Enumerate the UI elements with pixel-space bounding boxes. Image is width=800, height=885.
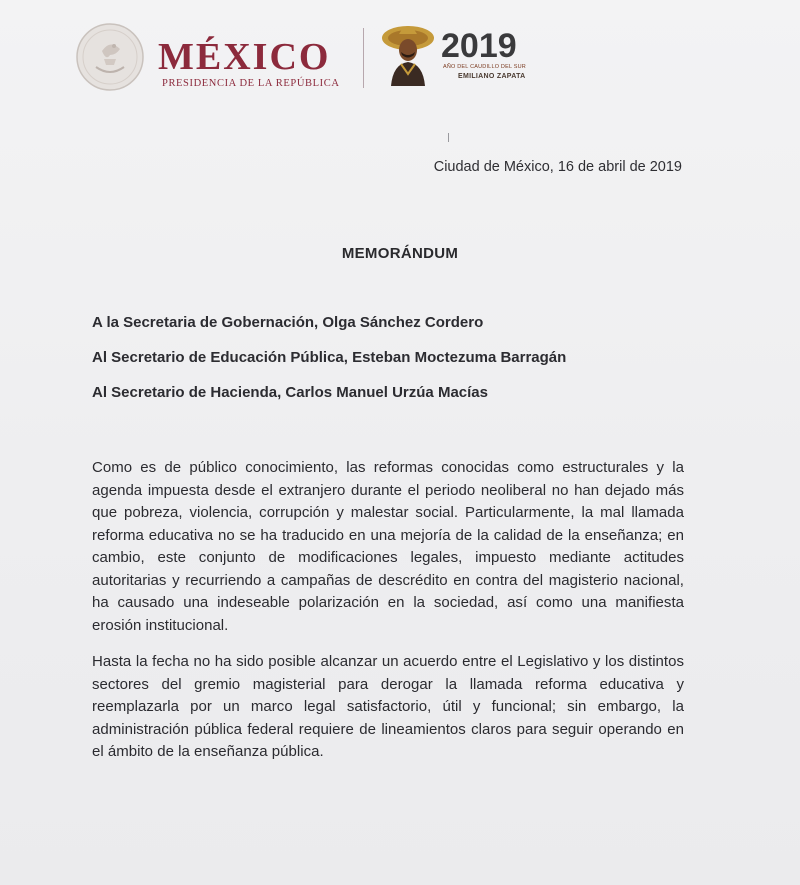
emiliano-zapata-portrait-icon [381, 20, 435, 86]
brand-office: PRESIDENCIA DE LA REPÚBLICA [162, 78, 340, 89]
recipient-line: A la Secretaria de Gobernación, Olga Sánchez Cordero [92, 314, 484, 331]
recipient-line: Al Secretario de Hacienda, Carlos Manuel Urzúa Macías [92, 384, 488, 401]
recipient-line: Al Secretario de Educación Pública, Esteban Moctezuma Barragán [92, 349, 567, 366]
body-paragraph: Hasta la fecha no ha sido posible alcanzar un acuerdo entre el Legislativo y los distintos sectores del gremio magisterial para derogar la llamada reforma educativa y reemplazarla por un marco legal satisfactorio, útil y funcional; sin embargo, la administración pública federal requiere de lineamientos claros para seguir operando en el ámbito de la enseñanza pública. [92, 653, 684, 760]
letterhead-divider [363, 28, 364, 88]
memo-body [92, 457, 684, 778]
recipient-list [92, 315, 712, 420]
body-paragraph: Como es de público conocimiento, las reformas conocidas como estructurales y la agenda impuesta desde el extranjero durante el periodo neoliberal no han dejado más que pobreza, violencia, corrupción y malestar social. Particularmente, la mal llamada reforma educativa no se ha traducido en una mejoría de la calidad de la enseñanza; en cambio, este conjunto de modificaciones legales, impuesto mediante actitudes autoritarias y recurriendo a campañas de descrédito en contra del magisterio nacional, ha causado una indeseable polarización en la sociedad, así como una manifiesta erosión institucional. [92, 459, 684, 634]
national-seal-icon [74, 21, 146, 93]
scan-mark [448, 133, 449, 142]
letterhead [74, 18, 544, 90]
year-name: EMILIANO ZAPATA [458, 73, 526, 80]
year-caption: AÑO DEL CAUDILLO DEL SUR [443, 64, 526, 70]
brand-country: MÉXICO [158, 36, 331, 78]
year: 2019 [441, 27, 517, 65]
memo-title: MEMORÁNDUM [341, 245, 459, 262]
memo-date: Ciudad de México, 16 de abril de 2019 [433, 159, 682, 175]
